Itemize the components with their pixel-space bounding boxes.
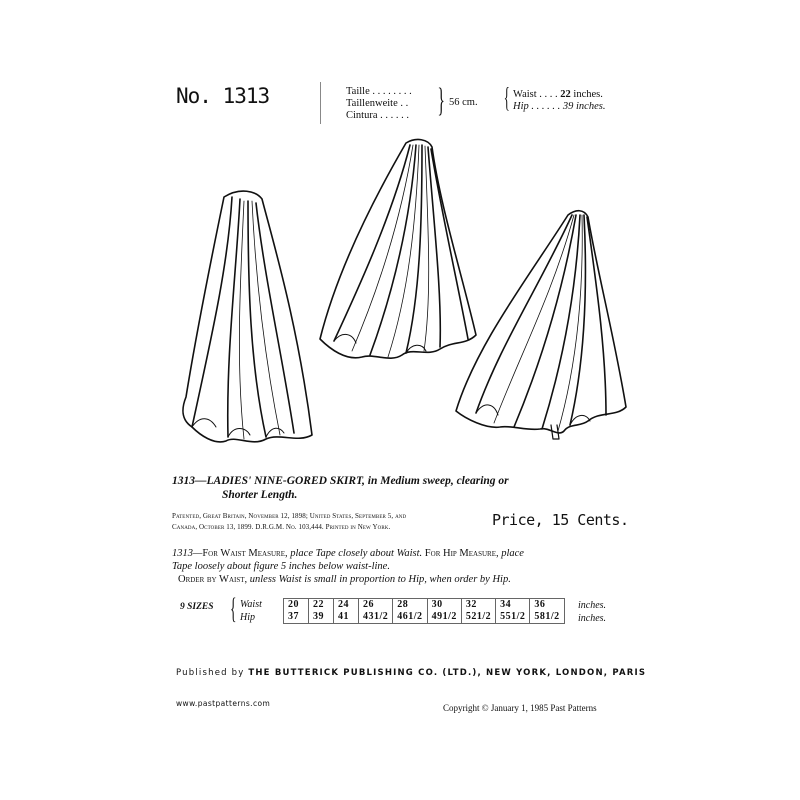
waist-cell: 30: [427, 599, 461, 612]
hip-cell: 37: [284, 611, 309, 624]
waist-label: Waist . . . .: [513, 89, 558, 100]
measuring-instructions: [172, 547, 642, 586]
skirt-figure-left: [183, 191, 312, 442]
hip-cell: 461/2: [393, 611, 427, 624]
instr-order-heading: Order by Waist,: [178, 574, 248, 585]
waist-unit: inches.: [573, 89, 603, 100]
size-label-taillenweite: Taillenweite . .: [346, 98, 409, 109]
table-row-waist: [284, 599, 565, 612]
waist-cell: 36: [530, 599, 564, 612]
hip-cell: 581/2: [530, 611, 564, 624]
instr-waist-text: place Tape closely about Waist.: [287, 548, 425, 559]
patent-line-1: Patented, Great Britain, November 12, 1898; United States, September 5, and: [172, 512, 407, 520]
title-line-2: Shorter Length.: [222, 489, 298, 501]
size-row-labels: [240, 598, 262, 624]
waist-cell: 28: [393, 599, 427, 612]
hip-cell: 431/2: [359, 611, 393, 624]
waist-cell: 26: [359, 599, 393, 612]
waist-cell: 24: [334, 599, 359, 612]
waist-cell: 20: [284, 599, 309, 612]
skirt-illustrations: [170, 135, 630, 455]
hip-cell: 39: [309, 611, 334, 624]
hip-cell: 491/2: [427, 611, 461, 624]
title-line-1: 1313—LADIES' NINE-GORED SKIRT, in Medium sweep, clearing or: [172, 475, 509, 487]
hip-cell: 521/2: [461, 611, 495, 624]
copyright-notice: Copyright © January 1, 1985 Past Patterns: [443, 703, 597, 713]
instr-hip-text: place: [498, 548, 524, 559]
row-label-hip: Hip: [240, 612, 255, 623]
publisher-name: THE BUTTERICK PUBLISHING CO. (LTD.), NEW YORK, LONDON, PARIS: [248, 668, 647, 678]
waist-cell: 22: [309, 599, 334, 612]
size-label-taille: Taille . . . . . . . .: [346, 86, 412, 97]
hip-cell: 551/2: [496, 611, 530, 624]
size-labels: [346, 86, 412, 122]
instr-hip-heading: For Hip Measure,: [424, 548, 499, 559]
waist-cell: 32: [461, 599, 495, 612]
sizes-brace: {: [229, 592, 237, 625]
size-cm: 56 cm.: [449, 97, 478, 108]
pattern-number: No. 1313: [176, 84, 270, 108]
skirt-figure-right: [456, 211, 626, 439]
size-units: [578, 599, 606, 625]
waist-value: 22: [560, 89, 571, 100]
hip-measure: Hip . . . . . . 39 inches.: [513, 101, 606, 112]
sizes-table: [283, 598, 565, 624]
row-label-waist: Waist: [240, 599, 262, 610]
publisher-line: [176, 668, 646, 678]
table-row-hip: [284, 611, 565, 624]
size-label-cintura: Cintura . . . . . .: [346, 110, 409, 121]
unit-waist: inches.: [578, 600, 607, 611]
header-divider: [320, 82, 321, 124]
hip-cell: 41: [334, 611, 359, 624]
right-brace: }: [437, 82, 445, 119]
measurements: [513, 89, 605, 113]
pattern-title: [172, 474, 642, 502]
instr-number: 1313—: [172, 548, 203, 559]
skirt-figure-middle: [320, 140, 476, 359]
instr-waist-heading: For Waist Measure,: [202, 548, 288, 559]
unit-hip: inches.: [578, 613, 607, 624]
price: Price, 15 Cents.: [492, 511, 629, 529]
patent-line-2: Canada, October 13, 1899. D.R.G.M. No. 103,444. Printed in New York.: [172, 522, 391, 531]
left-brace: {: [503, 83, 510, 114]
website-link[interactable]: www.pastpatterns.com: [176, 699, 271, 708]
instr-order-text: unless Waist is small in proportion to Hip, when order by Hip.: [247, 574, 511, 585]
waist-cell: 34: [496, 599, 530, 612]
instr-line-2: Tape loosely about figure 5 inches below waist-line.: [172, 561, 390, 572]
published-by: Published by: [176, 668, 245, 678]
sizes-label: 9 SIZES: [180, 602, 214, 612]
patent-notice: [172, 511, 492, 532]
